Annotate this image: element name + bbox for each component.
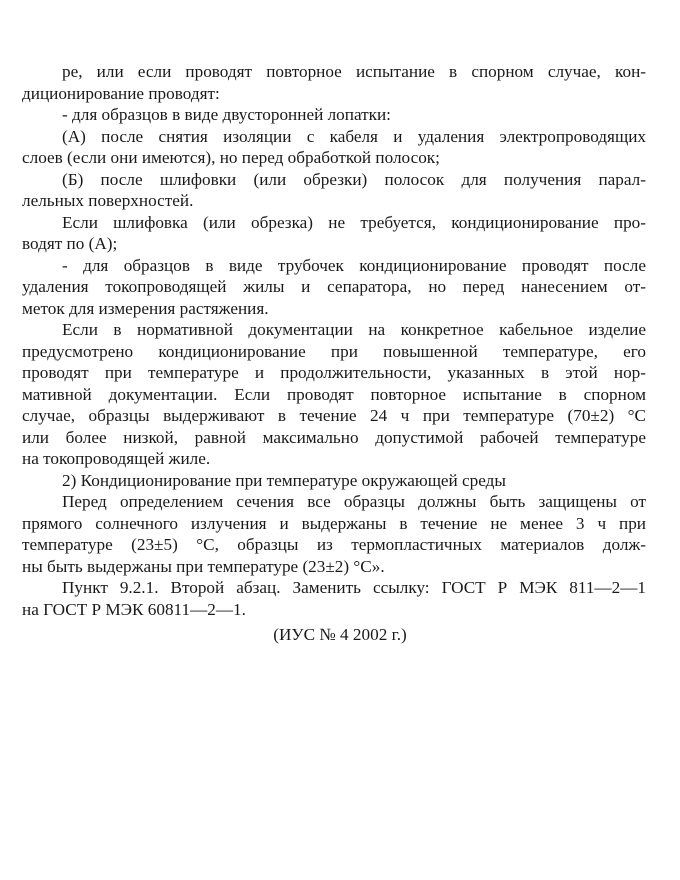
text-line: - для образцов в виде трубочек кондиционирование проводят после <box>62 255 646 275</box>
text-line: на ГОСТ Р МЭК 60811—2—1. <box>22 599 246 619</box>
text-line: или более низкой, равной максимально допустимой рабочей температуре <box>22 427 646 447</box>
publication-reference-text: (ИУС № 4 2002 г.) <box>273 625 407 644</box>
text-line: проводят при температуре и продолжительности, указанных в этой нор- <box>22 363 646 382</box>
text-line: мативной документации. Если проводят повторное испытание в спорном <box>22 384 646 404</box>
text-line: ны быть выдержаны при температуре (23±2) °С». <box>22 556 385 576</box>
publication-reference <box>0 624 680 646</box>
document-body <box>22 61 646 620</box>
text-line: Пункт 9.2.1. Второй абзац. Заменить ссылку: ГОСТ Р МЭК 811—2—1 <box>62 578 646 597</box>
text-line: меток для измерения растяжения. <box>22 298 269 318</box>
text-line: случае, образцы выдерживают в течение 24 ч при температуре (70±2) °С <box>22 406 646 425</box>
text-line: водят по (А); <box>22 234 118 253</box>
text-line: диционирование проводят: <box>22 83 220 103</box>
text-line: Если шлифовка (или обрезка) не требуется, кондиционирование про- <box>62 212 646 232</box>
text-line: Если в нормативной документации на конкретное кабельное изделие <box>62 320 646 339</box>
text-line: ре, или если проводят повторное испытание в спорном случае, кон- <box>62 62 646 81</box>
text-line: (Б) после шлифовки (или обрезки) полосок для получения парал- <box>62 169 646 189</box>
text-line: прямого солнечного излучения и выдержаны в течение не менее 3 ч при <box>22 513 646 533</box>
text-line: (А) после снятия изоляции с кабеля и удаления электропроводящих <box>62 126 646 146</box>
text-line: Перед определением сечения все образцы должны быть защищены от <box>62 492 646 511</box>
text-line: 2) Кондиционирование при температуре окружающей среды <box>62 470 506 490</box>
text-line: температуре (23±5) °С, образцы из термопластичных материалов долж- <box>22 535 646 554</box>
text-line: лельных поверхностей. <box>22 191 194 210</box>
text-line: слоев (если они имеются), но перед обработкой полосок; <box>22 148 440 167</box>
text-line: - для образцов в виде двусторонней лопатки: <box>62 105 391 124</box>
text-line: предусмотрено кондиционирование при повышенной температуре, его <box>22 341 646 361</box>
text-line: на токопроводящей жиле. <box>22 449 211 468</box>
text-line: удаления токопроводящей жилы и сепаратора, но перед нанесением от- <box>22 277 646 296</box>
